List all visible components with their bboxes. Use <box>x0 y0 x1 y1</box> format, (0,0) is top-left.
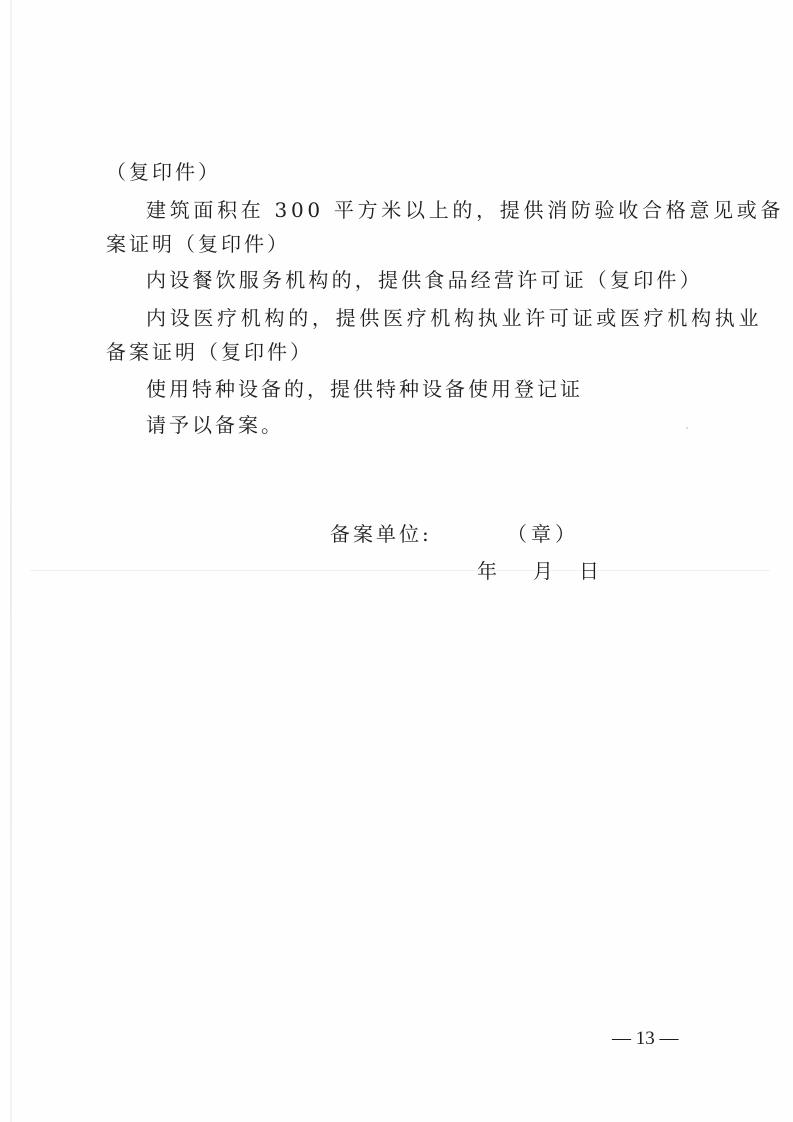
scan-edge-shadow <box>10 0 12 1122</box>
date-day-label: 日 <box>579 559 599 583</box>
date-month-label: 月 <box>533 559 553 583</box>
doc-line-special-equipment: 使用特种设备的，提供特种设备使用登记证 <box>146 377 583 401</box>
date-year-label: 年 <box>477 559 497 583</box>
doc-line-fire-acceptance: 建筑面积在 300 平方米以上的，提供消防验收合格意见或备 <box>146 198 785 222</box>
doc-line-medical-license-cont: 备案证明（复印件） <box>106 340 313 364</box>
filing-unit-label: 备案单位: <box>330 522 432 546</box>
doc-line-medical-license: 内设医疗机构的，提供医疗机构执业许可证或医疗机构执业 <box>146 306 763 330</box>
scan-fold-line <box>30 570 770 571</box>
scan-speck <box>686 427 688 429</box>
doc-line-request: 请予以备案。 <box>146 413 284 437</box>
doc-line-fire-acceptance-cont: 案证明（复印件） <box>106 232 290 256</box>
doc-line-copy-note: （复印件） <box>106 160 221 184</box>
doc-line-food-license: 内设餐饮服务机构的，提供食品经营许可证（复印件） <box>146 268 703 292</box>
page-number: — 13 — <box>612 1028 679 1049</box>
seal-label: （章） <box>507 522 579 546</box>
